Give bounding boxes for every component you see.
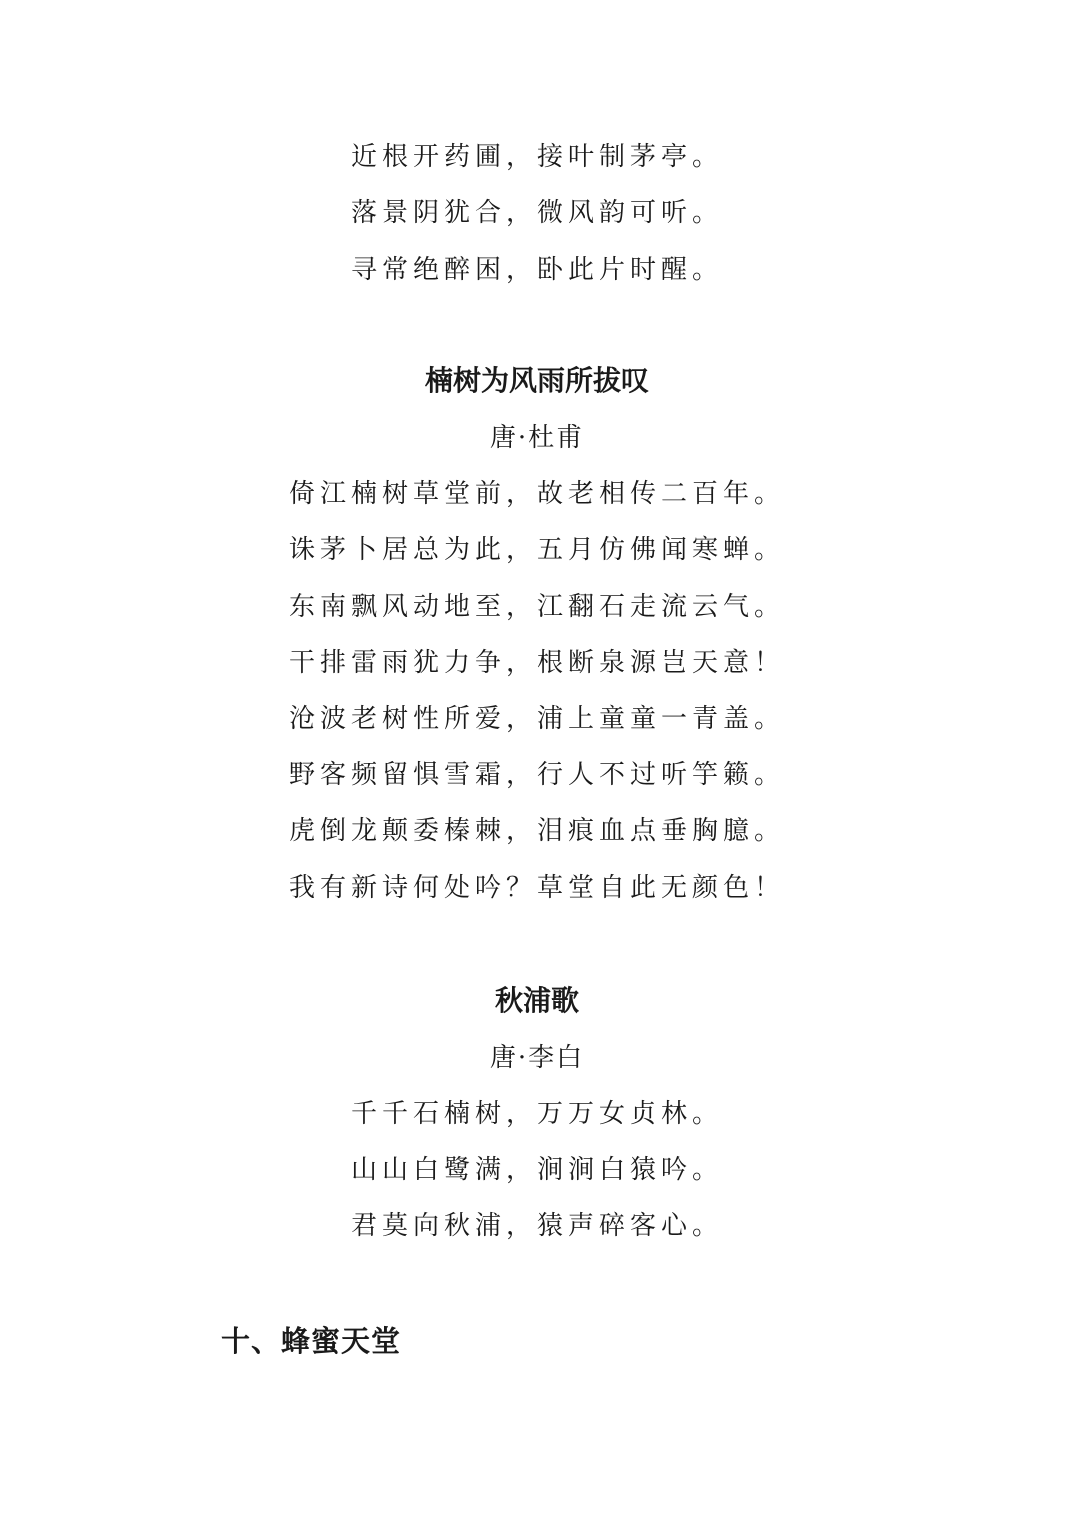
poem-line: 倚江楠树草堂前，故老相传二百年。 xyxy=(288,479,785,509)
poem-line: 君莫向秋浦，猿声碎客心。 xyxy=(350,1211,723,1241)
poem-line: 山山白鹭满，涧涧白猿吟。 xyxy=(350,1155,723,1185)
poem-line: 沧波老树性所爱，浦上童童一青盖。 xyxy=(288,704,785,734)
poem-author: 唐·杜甫 xyxy=(489,423,585,453)
poem-line: 我有新诗何处吟？草堂自此无颜色！ xyxy=(288,873,785,903)
section-heading: 十、蜂蜜天堂 xyxy=(221,1324,402,1358)
poem-line: 诛茅卜居总为此，五月仿佛闻寒蝉。 xyxy=(288,535,785,565)
poem-author: 唐·李白 xyxy=(489,1043,585,1073)
poem-title: 楠树为风雨所拔叹 xyxy=(424,364,649,397)
poem-title: 秋浦歌 xyxy=(494,984,579,1017)
poem-line: 虎倒龙颠委榛棘，泪痕血点垂胸臆。 xyxy=(288,816,785,846)
poem-line: 干排雷雨犹力争，根断泉源岂天意！ xyxy=(288,648,785,678)
poem-line: 近根开药圃，接叶制茅亭。 xyxy=(350,142,723,172)
poem-line: 东南飘风动地至，江翻石走流云气。 xyxy=(288,592,785,622)
poem-line: 野客频留惧雪霜，行人不过听竽籁。 xyxy=(288,760,785,790)
poem-line: 落景阴犹合，微风韵可听。 xyxy=(350,198,723,228)
poem-line: 千千石楠树，万万女贞林。 xyxy=(350,1099,723,1129)
poem-line: 寻常绝醉困，卧此片时醒。 xyxy=(350,255,723,285)
